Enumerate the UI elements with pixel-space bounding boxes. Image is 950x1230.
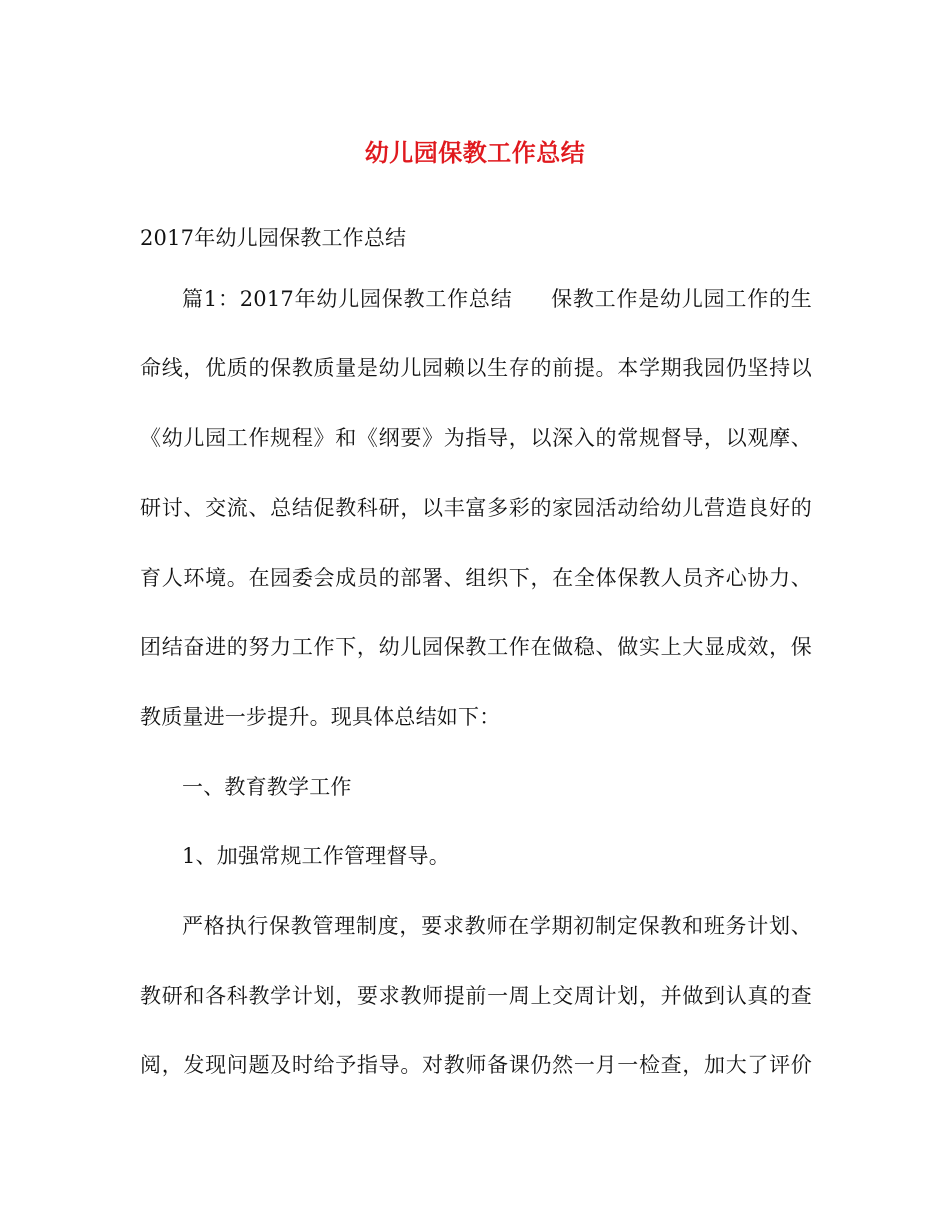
paragraph-2-line-3: 阅，发现问题及时给予指导。对教师备课仍然一月一检查，加大了评价 [140,1053,812,1077]
paragraph-1-line-6: 团结奋进的努力工作下，幼儿园保教工作在做稳、做实上大显成效，保 [140,635,812,659]
paragraph-1-line-7: 教质量进一步提升。现具体总结如下： [140,705,501,729]
document-title: 幼儿园保教工作总结 [364,138,586,167]
section-1-heading: 一、教育教学工作 [182,775,352,799]
paragraph-1-text-1: 保教工作是幼儿园工作的生 [550,287,813,311]
paragraph-1-line-2: 命线，优质的保教质量是幼儿园赖以生存的前提。本学期我园仍坚持以 [140,356,812,380]
paragraph-1-line-1 [182,284,812,314]
section-1-subheading: 1、加强常规工作管理督导。 [182,844,450,868]
paragraph-1-line-3: 《幼儿园工作规程》和《纲要》为指导，以深入的常规督导，以观摩、 [140,426,812,450]
paragraph-2-line-1: 严格执行保教管理制度，要求教师在学期初制定保教和班务计划、 [182,914,812,938]
paragraph-2-line-2: 教研和各科教学计划，要求教师提前一周上交周计划，并做到认真的查 [140,984,812,1008]
paragraph-1-line-4: 研讨、交流、总结促教科研，以丰富多彩的家园活动给幼儿营造良好的 [140,496,812,520]
document-subtitle: 2017年幼儿园保教工作总结 [140,226,407,250]
paragraph-1-line-5: 育人环境。在园委会成员的部署、组织下，在全体保教人员齐心协力、 [140,566,812,590]
intro-heading: 篇1：2017年幼儿园保教工作总结 [182,287,513,311]
